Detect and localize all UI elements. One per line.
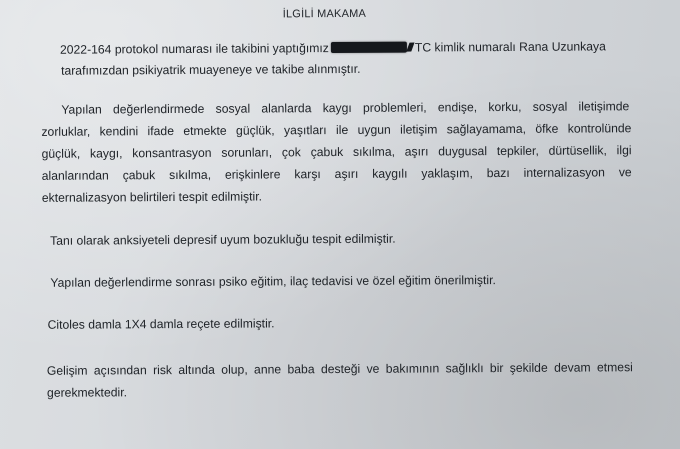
- findings-line-1: Yapılan değerlendirmede sosyal alanlarda kaygı problemleri, endişe, korku, sosyal iletişimde: [61, 99, 630, 117]
- conclusion-line-1: Gelişim açısından risk altında olup, anne baba desteği ve bakımının sağlıklı bir şekilde devam etmesi: [46, 360, 633, 378]
- intro-line-1: [60, 39, 606, 56]
- findings-line-4: alanlarından çabuk sıkılma, erişkinlere karşı aşırı kaygılı yaklaşım, bazı internalizasyon ve: [41, 165, 632, 183]
- findings-line-2: zorluklar, kendini ifade etmekte güçlük, yaşıtları ile uygun iletişim sağlayamama, öfke kontrolünde: [41, 121, 632, 139]
- recommendation-line: Yapılan değerlendirme sonrası psiko eğitim, ilaç tedavisi ve özel eğitim önerilmiştir.: [50, 273, 496, 290]
- findings-line-5: ekternalizasyon belirtileri tespit edilmiştir.: [41, 189, 263, 205]
- conclusion-line-2: gerekmektedir.: [46, 385, 128, 400]
- findings-line-3: güçlük, kaygı, konsantrasyon sorunları, çok çabuk sıkılma, aşırı duygusal tepkiler, dürtüsellik, ilgi: [41, 143, 632, 161]
- intro-text-after: TC kimlik numaralı Rana Uzunkaya: [414, 39, 606, 55]
- prescription-line: Citoles damla 1X4 damla reçete edilmiştir.: [47, 316, 275, 332]
- intro-text-before: 2022-164 protokol numarası ile takibini yaptığımız: [59, 41, 329, 57]
- intro-line-2: tarafımızdan psikiyatrik muayeneye ve takibe alınmıştır.: [61, 61, 361, 78]
- redaction-bar: [331, 42, 407, 53]
- diagnosis-line: Tanı olarak anksiyeteli depresif uyum bozukluğu tespit edilmiştir.: [50, 231, 396, 248]
- redaction-mark: [406, 43, 414, 52]
- document-heading: İLGİLİ MAKAMA: [282, 7, 367, 21]
